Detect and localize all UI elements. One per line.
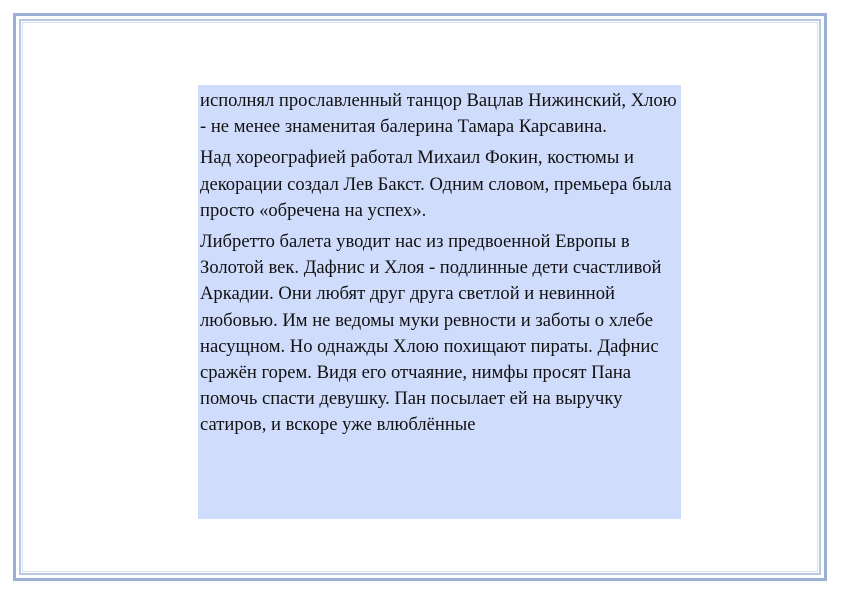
paragraph-2: Над хореографией работал Михаил Фокин, костюмы и декорации создал Лев Бакст. Одним словом, премьера была просто «обречена на успех». xyxy=(200,147,672,221)
text-box xyxy=(198,85,681,519)
paragraph-3: Либретто балета уводит нас из предвоенной Европы в Золотой век. Дафнис и Хлоя - подлинные дети счастливой Аркадии. Они любят друг друга светлой и невинной любовью. Им не ведомы муки ревности и заботы о хлебе насущном. Но однажды Хлою похищают пираты. Дафнис сражён горем. Видя его отчаяние, нимфы просят Пана помочь спасти девушку. Пан посылает ей на выручку сатиров, и вскоре уже влюблённые xyxy=(200,231,662,436)
paragraph-1: исполнял прославленный танцор Вацлав Нижинский, Хлою - не менее знаменитая балерина Тамара Карсавина. xyxy=(200,90,677,138)
